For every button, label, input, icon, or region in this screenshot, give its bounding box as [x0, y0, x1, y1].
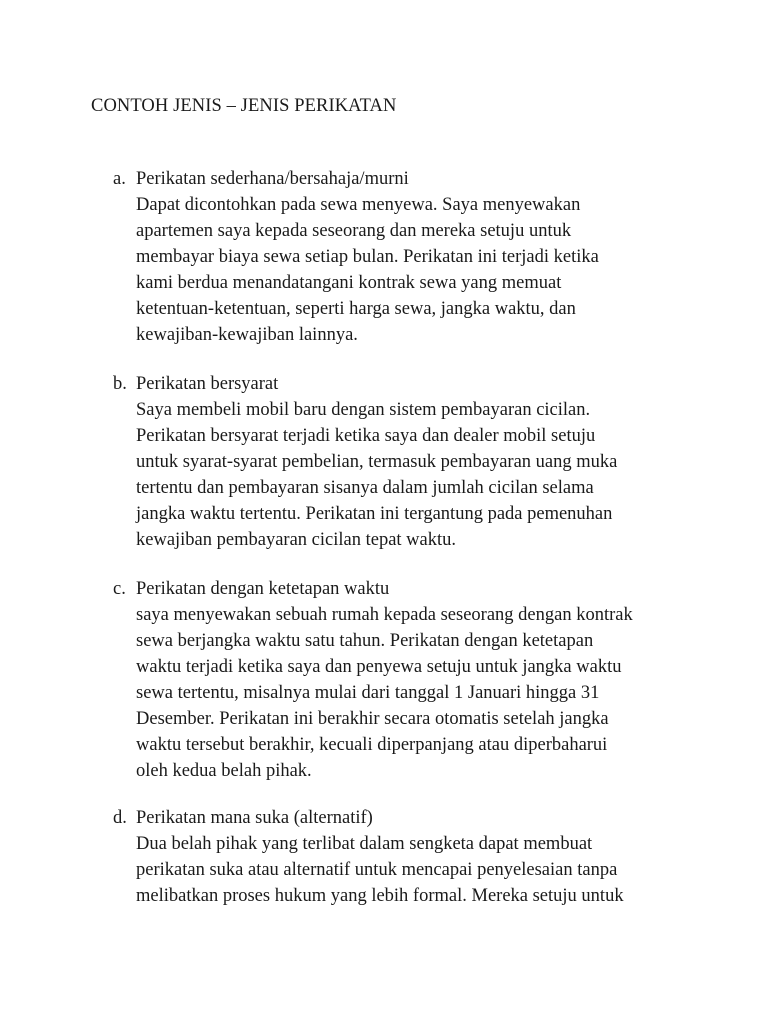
body-line: melibatkan proses hukum yang lebih formal. Mereka setuju untuk [136, 886, 624, 906]
body-line: apartemen saya kepada seseorang dan mereka setuju untuk [136, 221, 572, 241]
item-body [136, 192, 696, 348]
item-heading: Perikatan sederhana/bersahaja/murni [136, 169, 409, 189]
body-line: kewajiban pembayaran cicilan tepat waktu. [136, 530, 457, 550]
item-heading: Perikatan bersyarat [136, 374, 279, 394]
item-body [136, 831, 696, 909]
body-line: jangka waktu tertentu. Perikatan ini tergantung pada pemenuhan [136, 504, 613, 524]
body-line: perikatan suka atau alternatif untuk mencapai penyelesaian tanpa [136, 860, 618, 880]
body-line: sewa tertentu, misalnya mulai dari tanggal 1 Januari hingga 31 [136, 683, 600, 703]
body-line: tertentu dan pembayaran sisanya dalam jumlah cicilan selama [136, 478, 594, 498]
body-line: ketentuan-ketentuan, seperti harga sewa, jangka waktu, dan [136, 299, 576, 319]
body-line: oleh kedua belah pihak. [136, 761, 312, 781]
body-line: waktu terjadi ketika saya dan penyewa setuju untuk jangka waktu [136, 657, 622, 677]
document-title: CONTOH JENIS – JENIS PERIKATAN [91, 96, 397, 116]
item-heading: Perikatan mana suka (alternatif) [136, 808, 373, 828]
body-line: Dua belah pihak yang terlibat dalam sengketa dapat membuat [136, 834, 593, 854]
list-marker: d. [113, 808, 127, 828]
item-body [136, 397, 696, 553]
item-body [136, 602, 696, 784]
body-line: Desember. Perikatan ini berakhir secara otomatis setelah jangka [136, 709, 609, 729]
body-line: waktu tersebut berakhir, kecuali diperpanjang atau diperbaharui [136, 735, 608, 755]
body-line: untuk syarat-syarat pembelian, termasuk pembayaran uang muka [136, 452, 618, 472]
list-marker: b. [113, 374, 127, 394]
item-heading: Perikatan dengan ketetapan waktu [136, 579, 390, 599]
body-line: Perikatan bersyarat terjadi ketika saya dan dealer mobil setuju [136, 426, 596, 446]
body-line: membayar biaya sewa setiap bulan. Perikatan ini terjadi ketika [136, 247, 599, 267]
body-line: sewa berjangka waktu satu tahun. Perikatan dengan ketetapan [136, 631, 594, 651]
body-line: saya menyewakan sebuah rumah kepada seseorang dengan kontrak [136, 605, 633, 625]
body-line: Dapat dicontohkan pada sewa menyewa. Saya menyewakan [136, 195, 581, 215]
body-line: kami berdua menandatangani kontrak sewa yang memuat [136, 273, 562, 293]
list-marker: a. [113, 169, 126, 189]
list-marker: c. [113, 579, 126, 599]
body-line: Saya membeli mobil baru dengan sistem pembayaran cicilan. [136, 400, 591, 420]
body-line: kewajiban-kewajiban lainnya. [136, 325, 358, 345]
